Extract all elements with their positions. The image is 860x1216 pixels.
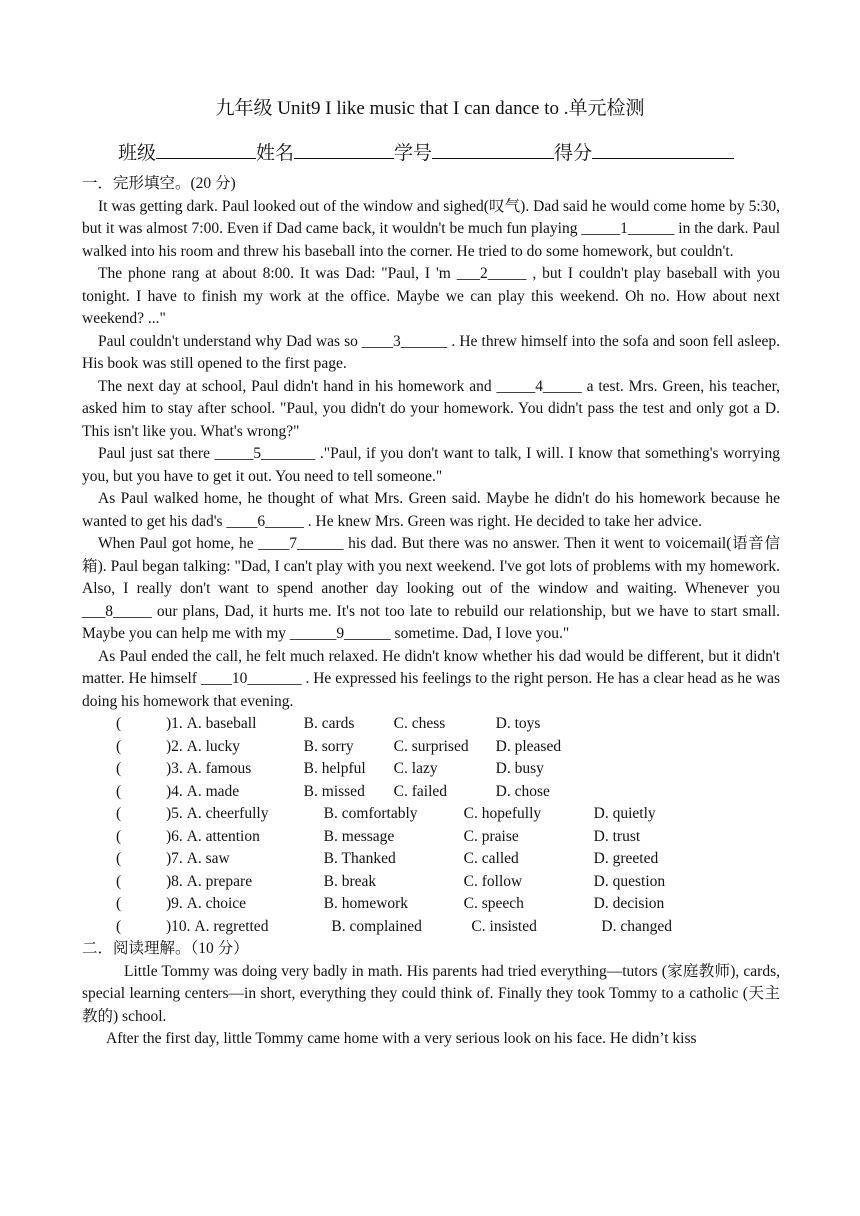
- question-number: )5.: [166, 805, 183, 822]
- class-label: 班级: [118, 143, 157, 164]
- option-b: B. helpful: [303, 760, 366, 777]
- question-number: )2.: [166, 737, 183, 755]
- section-heading-cloze: 一．完形填空。(20 分): [82, 175, 236, 192]
- option-d: D. question: [593, 872, 666, 890]
- option-d: D. pleased: [495, 737, 562, 755]
- option-c: C. called: [463, 850, 519, 867]
- option-c: C. failed: [393, 782, 448, 800]
- class-blank[interactable]: [156, 140, 256, 159]
- worksheet-content: [82, 173, 780, 1051]
- option-row: [82, 803, 780, 826]
- option-row: [82, 736, 780, 759]
- cloze-paragraph: As Paul ended the call, he felt much relaxed. He didn't know whether his dad would be different, but it didn't matter. He himself ____10_______ . He expressed his feelings to the right person. He has a clear head as he was doing his homework that evening.: [82, 647, 780, 710]
- option-a: A. regretted: [194, 917, 269, 935]
- option-a: A. famous: [186, 760, 252, 777]
- option-b: B. complained: [331, 917, 422, 935]
- question-number: )4.: [166, 782, 183, 800]
- cloze-paragraph: As Paul walked home, he thought of what Mrs. Green said. Maybe he didn't do his homework because he wanted to get his dad's ____6_____ . He knew Mrs. Green was right. He decided to take her advice.: [82, 490, 780, 530]
- answer-paren[interactable]: (: [116, 715, 122, 732]
- option-c: C. insisted: [471, 917, 537, 935]
- option-b: B. sorry: [303, 737, 354, 755]
- answer-paren[interactable]: (: [116, 917, 122, 935]
- cloze-paragraph: The phone rang at about 8:00. It was Dad: "Paul, I 'm ___2_____ , but I couldn't play baseball with you tonight. I have to finish my work at the office. Maybe we can play this weekend. Oh no. How about next weekend? ...": [82, 265, 780, 327]
- name-label: 姓名: [256, 143, 295, 164]
- cloze-options: [82, 713, 780, 938]
- answer-paren[interactable]: (: [116, 827, 122, 845]
- option-row: [82, 893, 780, 916]
- option-a: A. attention: [186, 827, 260, 845]
- option-d: D. toys: [495, 715, 541, 732]
- option-d: D. quietly: [593, 805, 656, 822]
- number-label: 学号: [394, 143, 433, 164]
- option-a: A. choice: [186, 895, 247, 912]
- cloze-paragraph: It was getting dark. Paul looked out of the window and sighed(叹气). Dad said he would come home by 5:30, but it was almost 7:00. Even if Dad came back, it wouldn't be much fun playing _____1______ in the dark. Paul walked into his room and threw his baseball into the corner. He tried to do some homework, but couldn't.: [82, 197, 780, 260]
- option-c: C. surprised: [393, 737, 469, 755]
- option-d: D. busy: [495, 760, 544, 777]
- student-info-line: [118, 138, 734, 165]
- answer-paren[interactable]: (: [116, 872, 122, 890]
- name-blank[interactable]: [294, 140, 394, 159]
- answer-paren[interactable]: (: [116, 895, 122, 912]
- option-d: D. changed: [601, 917, 673, 935]
- option-d: D. greeted: [593, 850, 659, 867]
- option-row: [82, 848, 780, 871]
- option-b: B. message: [323, 827, 395, 845]
- option-d: D. trust: [593, 827, 641, 845]
- question-number: )10.: [166, 917, 191, 935]
- option-b: B. cards: [303, 715, 355, 732]
- number-blank[interactable]: [432, 140, 554, 159]
- option-d: D. decision: [593, 895, 665, 912]
- option-c: C. lazy: [393, 760, 438, 777]
- question-number: )1.: [166, 715, 183, 732]
- option-a: A. saw: [186, 850, 230, 867]
- answer-paren[interactable]: (: [116, 805, 122, 822]
- option-c: C. chess: [393, 715, 446, 732]
- score-blank[interactable]: [592, 140, 734, 159]
- question-number: )7.: [166, 850, 183, 867]
- option-c: C. hopefully: [463, 805, 542, 822]
- section-heading-reading: 二．阅读理解。（10 分）: [82, 940, 249, 957]
- option-b: B. Thanked: [323, 850, 396, 867]
- option-b: B. missed: [303, 782, 365, 800]
- option-c: C. follow: [463, 872, 523, 890]
- cloze-paragraph: When Paul got home, he ____7______ his dad. But there was no answer. Then it went to voicemail(语音信箱). Paul began talking: "Dad, I can't play with you next weekend. I've got lots of problems with my homework. Also, I really don't want to spend another day looking out of the window and waiting. Whenever you ___8_____ our plans, Dad, it hurts me. It's not too late to rebuild our relationship, but we have to start small. Maybe you can help me with my ______9______ sometime. Dad, I love you.": [82, 535, 780, 642]
- option-a: A. prepare: [186, 872, 253, 890]
- option-a: A. made: [186, 782, 240, 800]
- option-row: [82, 916, 780, 939]
- cloze-paragraph: Paul just sat there _____5_______ ."Paul, if you don't want to talk, I will. I know that something's worrying you, but you have to get it out. You need to tell someone.": [82, 445, 780, 485]
- answer-paren[interactable]: (: [116, 850, 122, 867]
- cloze-paragraph: The next day at school, Paul didn't hand in his homework and _____4_____ a test. Mrs. Green, his teacher, asked him to stay after school. "Paul, you didn't do your homework. You didn't pass the test and only got a D. This isn't like you. What's wrong?": [82, 377, 780, 440]
- option-c: C. speech: [463, 895, 524, 912]
- option-a: A. baseball: [186, 715, 257, 732]
- option-d: D. chose: [495, 782, 550, 800]
- question-number: )9.: [166, 895, 183, 912]
- option-row: [82, 713, 780, 736]
- option-row: [82, 871, 780, 894]
- cloze-paragraph: Paul couldn't understand why Dad was so ____3______ . He threw himself into the sofa and soon fell asleep. His book was still opened to the first page.: [82, 332, 780, 372]
- page-title: 九年级 Unit9 I like music that I can dance to .单元检测: [215, 98, 645, 119]
- option-b: B. comfortably: [323, 805, 418, 822]
- question-number: )8.: [166, 872, 183, 890]
- reading-paragraph: After the first day, little Tommy came home with a very serious look on his face. He didn’t kiss: [106, 1030, 697, 1047]
- answer-paren[interactable]: (: [116, 737, 122, 755]
- option-row: [82, 781, 780, 804]
- option-b: B. break: [323, 872, 377, 890]
- reading-paragraph: Little Tommy was doing very badly in math. His parents had tried everything—tutors (家庭教师), cards, special learning centers—in short, everything they could think of. Finally they took Tommy to a catholic (天主教的) school.: [82, 962, 780, 1025]
- option-row: [82, 826, 780, 849]
- question-number: )6.: [166, 827, 183, 845]
- score-label: 得分: [554, 143, 593, 164]
- question-number: )3.: [166, 760, 183, 777]
- option-b: B. homework: [323, 895, 409, 912]
- answer-paren[interactable]: (: [116, 782, 122, 800]
- option-row: [82, 758, 780, 781]
- option-a: A. cheerfully: [186, 805, 269, 822]
- option-a: A. lucky: [186, 737, 241, 755]
- answer-paren[interactable]: (: [116, 760, 122, 777]
- option-c: C. praise: [463, 827, 519, 845]
